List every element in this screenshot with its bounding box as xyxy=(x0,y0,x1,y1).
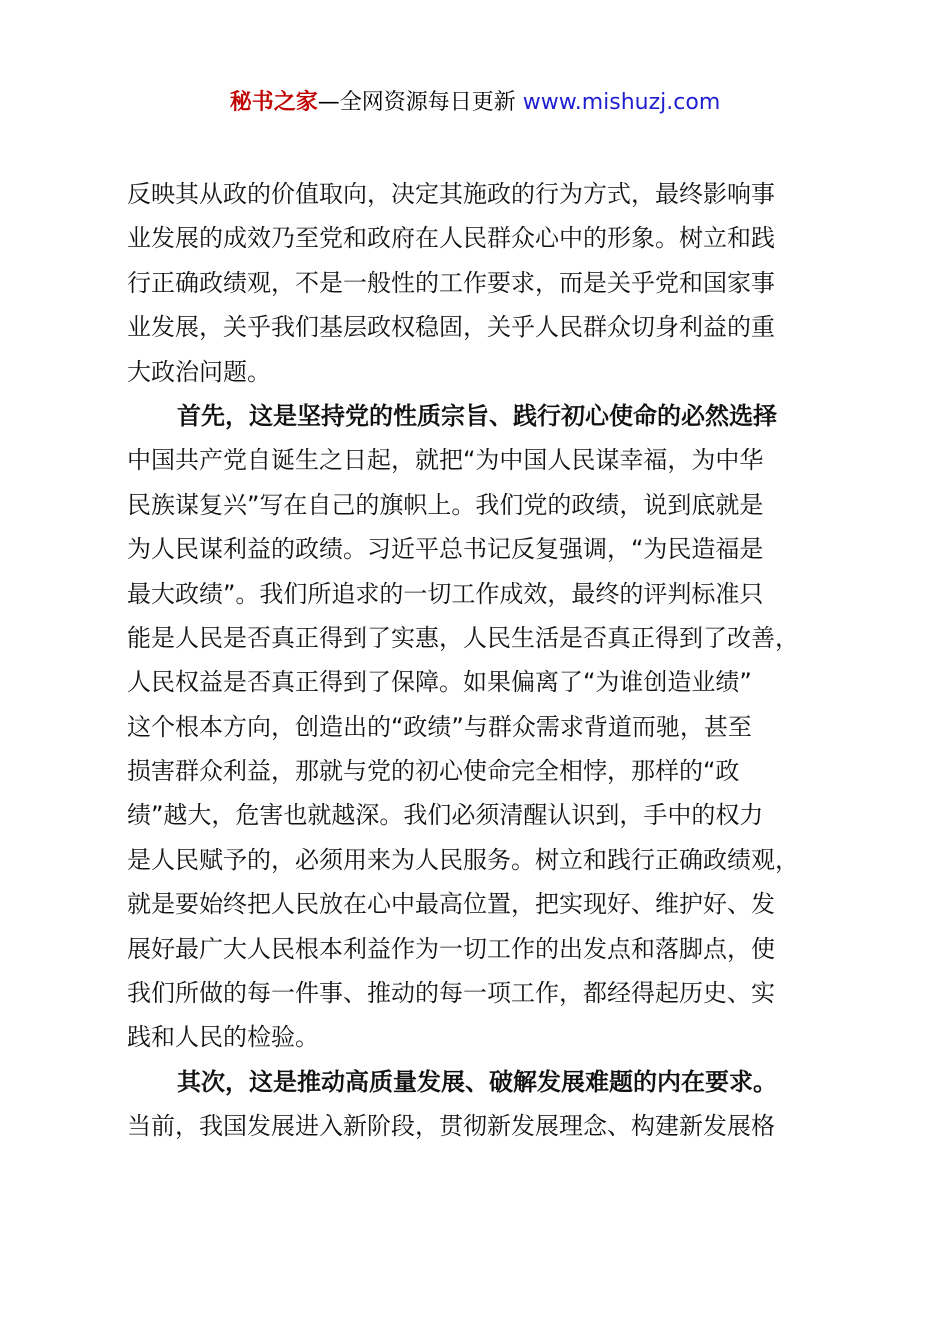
section-heading-2: 其次，这是推动高质量发展、破解发展难题的内在要求。 xyxy=(177,1067,777,1096)
paragraph-2 xyxy=(127,438,847,1059)
text-line: 展好最广大人民根本利益作为一切工作的出发点和落脚点，使 xyxy=(127,934,775,963)
text-line: 行正确政绩观，不是一般性的工作要求，而是关乎党和国家事 xyxy=(127,268,775,297)
text-line: 我们所做的每一件事、推动的每一项工作，都经得起历史、实 xyxy=(127,979,775,1008)
header-tagline: —全网资源每日更新 xyxy=(317,90,523,115)
text-line: 是人民赋予的，必须用来为人民服务。树立和践行正确政绩观， xyxy=(127,845,799,874)
text-line: 业发展，关乎我们基层政权稳固，关乎人民群众切身利益的重 xyxy=(127,313,775,342)
header-brand: 秘书之家 xyxy=(229,90,318,115)
text-line: 为人民谋利益的政绩。习近平总书记反复强调，“为民造福是 xyxy=(127,535,764,564)
text-line: 大政治问题。 xyxy=(127,357,271,386)
text-line: 就是要始终把人民放在心中最高位置，把实现好、维护好、发 xyxy=(127,890,775,919)
text-line: 中国共产党自诞生之日起，就把“为中国人民谋幸福，为中华 xyxy=(127,446,764,475)
document-body xyxy=(127,172,847,1149)
paragraph-3 xyxy=(127,1104,847,1148)
text-line: 业发展的成效乃至党和政府在人民群众心中的形象。树立和践 xyxy=(127,224,775,253)
text-line: 这个根本方向，创造出的“政绩”与群众需求背道而驰，甚至 xyxy=(127,712,752,741)
header-url[interactable]: www.mishuzj.com xyxy=(522,90,721,115)
text-line: 能是人民是否真正得到了实惠，人民生活是否真正得到了改善， xyxy=(127,623,799,652)
section-heading-1: 首先，这是坚持党的性质宗旨、践行初心使命的必然选择 xyxy=(177,401,777,430)
paragraph-1 xyxy=(127,172,847,394)
text-line: 绩”越大，危害也就越深。我们必须清醒认识到，手中的权力 xyxy=(127,801,764,830)
text-line: 人民权益是否真正得到了保障。如果偏离了“为谁创造业绩” xyxy=(127,668,752,697)
text-line: 践和人民的检验。 xyxy=(127,1023,319,1052)
text-line: 反映其从政的价值取向，决定其施政的行为方式，最终影响事 xyxy=(127,180,775,208)
text-line: 民族谋复兴”写在自己的旗帜上。我们党的政绩，说到底就是 xyxy=(127,490,764,519)
text-line: 当前，我国发展进入新阶段，贯彻新发展理念、构建新发展格 xyxy=(127,1112,775,1141)
page-header xyxy=(0,86,950,120)
text-line: 最大政绩”。我们所追求的一切工作成效，最终的评判标准只 xyxy=(127,579,764,608)
text-line: 损害群众利益，那就与党的初心使命完全相悖，那样的“政 xyxy=(127,757,740,786)
